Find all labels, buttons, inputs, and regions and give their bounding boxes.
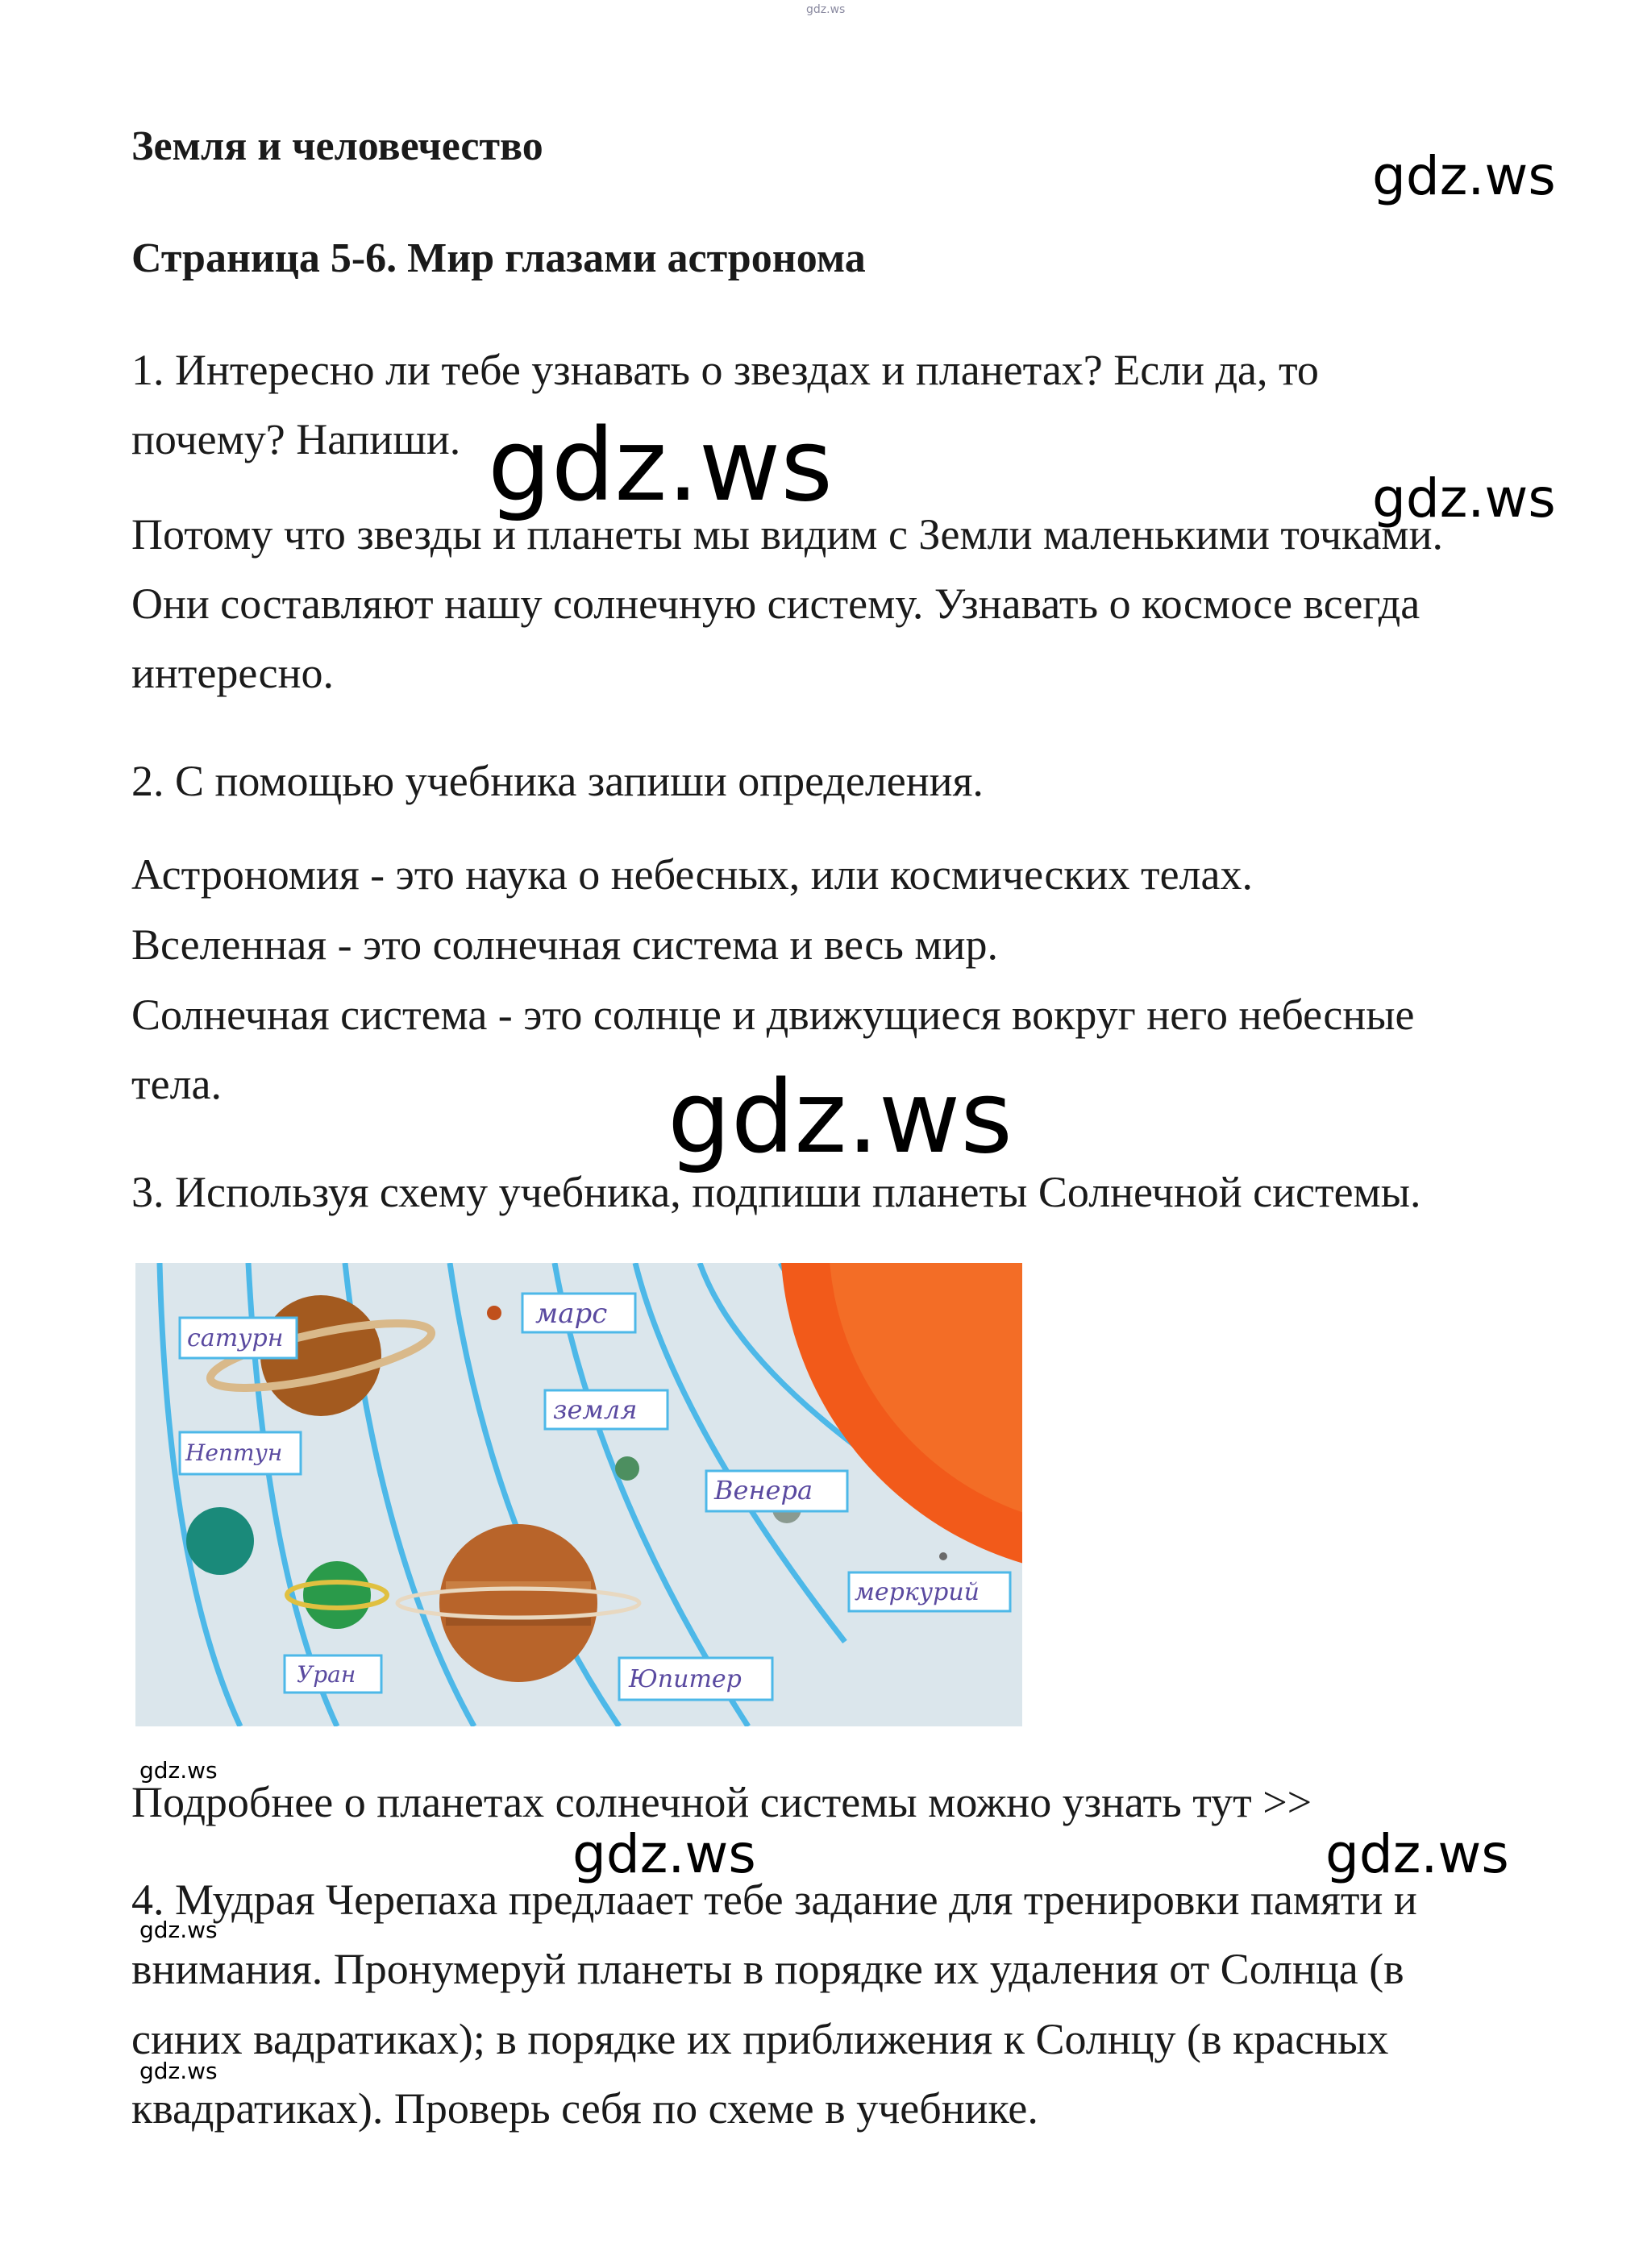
watermark: gdz.ws xyxy=(1325,1823,1509,1885)
definition-solar-system: Солнечная система - это солнце и движущиеся вокруг него небесные xyxy=(131,991,1415,1039)
q4-text-line: синих вадратиках); в порядке их приближения к Солнцу (в красных xyxy=(131,2015,1389,2063)
q1-question-line: 1. Интересно ли тебе узнавать о звездах и планетах? Если да, то xyxy=(131,346,1319,394)
neptune-planet xyxy=(186,1507,254,1575)
definition-solar-system: тела. xyxy=(131,1060,222,1108)
label-jupiter: Юпитер xyxy=(629,1665,742,1693)
q4-text-line: внимания. Пронумеруй планеты в порядке их удаления от Солнца (в xyxy=(131,1945,1404,1993)
q1-question-line: почему? Напиши. xyxy=(131,415,461,463)
mars-planet xyxy=(487,1306,501,1320)
mercury-planet xyxy=(939,1552,947,1560)
q1-answer-line: Потому что звезды и планеты мы видим с Земли маленькими точками. xyxy=(131,510,1443,559)
definition-astronomy: Астрономия - это наука о небесных, или космических телах. xyxy=(131,850,1253,899)
q1-answer-line: интересно. xyxy=(131,649,335,697)
label-neptune: Нептун xyxy=(185,1439,283,1466)
watermark-small: gdz.ws xyxy=(139,1757,218,1784)
label-uranus: Уран xyxy=(297,1661,356,1688)
more-info-link[interactable]: Подробнее о планетах солнечной системы можно узнать тут >> xyxy=(131,1778,1312,1826)
watermark: gdz.ws xyxy=(488,408,833,524)
watermark: gdz.ws xyxy=(1372,467,1556,530)
watermark: gdz.ws xyxy=(572,1823,756,1885)
section-heading: Земля и человечество xyxy=(131,123,543,169)
label-earth: земля xyxy=(553,1394,638,1425)
page-subheading: Страница 5-6. Мир глазами астронома xyxy=(131,235,866,281)
q3-question: 3. Используя схему учебника, подпиши планеты Солнечной системы. xyxy=(131,1168,1421,1216)
watermark: gdz.ws xyxy=(1372,145,1556,207)
label-saturn: сатурн xyxy=(187,1324,284,1352)
q4-text-line: 4. Мудрая Черепаха предлаает тебе задание для тренировки памяти и xyxy=(131,1875,1417,1924)
label-mars: марс xyxy=(535,1298,608,1330)
earth-planet xyxy=(615,1456,639,1481)
q2-question: 2. С помощью учебника запиши определения. xyxy=(131,757,984,805)
definition-universe: Вселенная - это солнечная система и весь мир. xyxy=(131,920,998,969)
watermark-small: gdz.ws xyxy=(139,1917,218,1943)
watermark-top: gdz.ws xyxy=(806,3,846,16)
label-mercury: меркурий xyxy=(855,1578,980,1606)
watermark-small: gdz.ws xyxy=(139,2058,218,2084)
q1-answer-line: Они составляют нашу солнечную систему. Узнавать о космосе всегда xyxy=(131,579,1420,628)
solar-system-diagram xyxy=(135,1263,1022,1726)
label-venus: Венера xyxy=(714,1475,813,1506)
q4-text-line: квадратиках). Проверь себя по схеме в учебнике. xyxy=(131,2084,1038,2133)
watermark: gdz.ws xyxy=(668,1060,1013,1176)
